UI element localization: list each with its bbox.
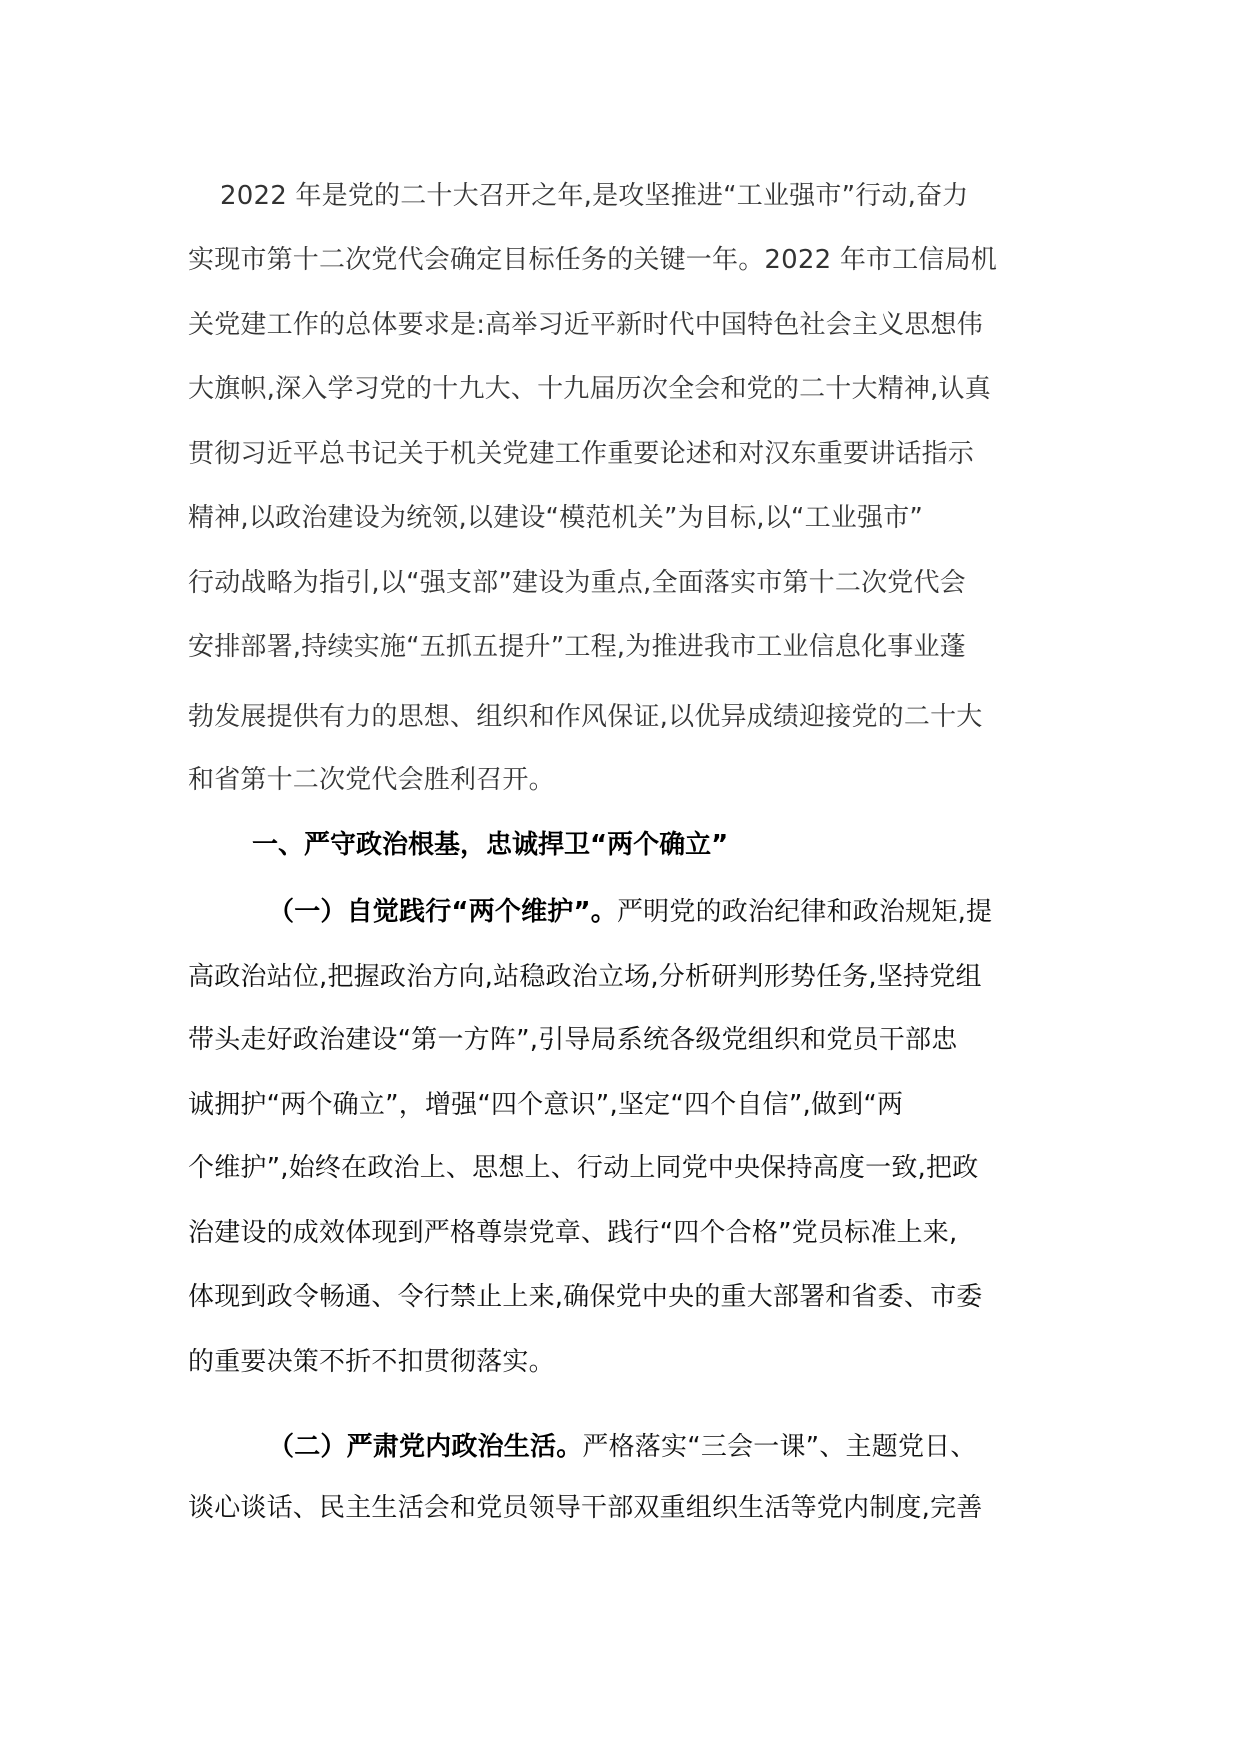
intro-line-6: 精神,以政治建设为统领,以建设“模范机关”为目标,以“工业强市” xyxy=(188,503,924,533)
intro-line-9: 勃发展提供有力的思想、组织和作风保证,以优异成绩迎接党的二十大 xyxy=(188,702,983,732)
subsection-1-line-7: 体现到政令畅通、令行禁止上来,确保党中央的重大部署和省委、市委 xyxy=(188,1282,983,1312)
subsection-1-line-3: 带头走好政治建设“第一方阵”,引导局系统各级党组织和党员干部忠 xyxy=(188,1025,958,1055)
intro-line-1: 2022 年是党的二十大召开之年,是攻坚推进“工业强市”行动,奋力 xyxy=(220,181,969,211)
subsection-2-line-2: 谈心谈话、民主生活会和党员领导干部双重组织生活等党内制度,完善 xyxy=(188,1493,983,1523)
intro-line-7: 行动战略为指引,以“强支部”建设为重点,全面落实市第十二次党代会 xyxy=(188,568,966,598)
subsection-2-first-line xyxy=(268,1427,1058,1467)
intro-line-2: 实现市第十二次党代会确定目标任务的关键一年。2022 年市工信局机 xyxy=(188,245,998,275)
intro-line-3: 关党建工作的总体要求是:高举习近平新时代中国特色社会主义思想伟 xyxy=(188,310,983,340)
subsection-1-line-4: 诚拥护“两个确立”，增强“四个意识”,坚定“四个自信”,做到“两 xyxy=(188,1090,904,1120)
subsection-1-title: （一）自觉践行“两个维护”。 xyxy=(268,897,617,927)
intro-line-4: 大旗帜,深入学习党的十九大、十九届历次全会和党的二十大精神,认真 xyxy=(188,374,991,404)
subsection-1-first-line xyxy=(268,892,1058,932)
intro-line-5: 贯彻习近平总书记关于机关党建工作重要论述和对汉东重要讲话指示 xyxy=(188,439,975,469)
subsection-1-line-5: 个维护”,始终在政治上、思想上、行动上同党中央保持高度一致,把政 xyxy=(188,1153,979,1183)
intro-line-8: 安排部署,持续实施“五抓五提升”工程,为推进我市工业信息化事业蓬 xyxy=(188,632,966,662)
subsection-1-line-6: 治建设的成效体现到严格尊崇党章、践行“四个合格”党员标准上来, xyxy=(188,1218,958,1248)
intro-line-10: 和省第十二次党代会胜利召开。 xyxy=(188,765,555,795)
subsection-2-title: （二）严肃党内政治生活。 xyxy=(268,1432,583,1462)
section-heading: 一、严守政治根基，忠诚捍卫“两个确立” xyxy=(252,830,729,860)
subsection-1-line-8: 的重要决策不折不扣贯彻落实。 xyxy=(188,1347,555,1377)
subsection-1-first-line-text: 严明党的政治纪律和政治规矩,提 xyxy=(616,897,993,927)
subsection-1-line-2: 高政治站位,把握政治方向,站稳政治立场,分析研判形势任务,坚持党组 xyxy=(188,962,982,992)
subsection-2-first-line-text: 严格落实“三会一课”、主题党日、 xyxy=(582,1432,977,1462)
